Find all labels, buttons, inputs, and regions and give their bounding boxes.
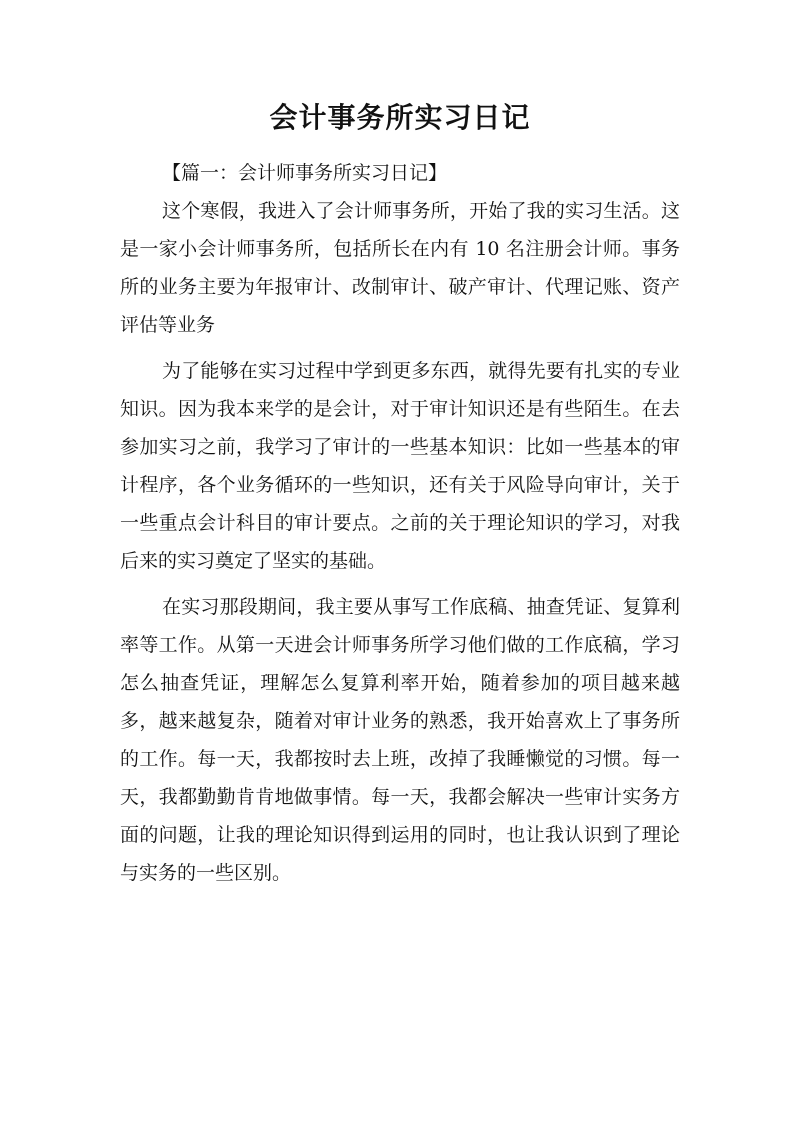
document-title: 会计事务所实习日记 [269,101,531,134]
section-heading: 【篇一：会计师事务所实习日记】 [162,162,448,184]
paragraph-1: 这个寒假，我进入了会计师事务所，开始了我的实习生活。这是一家小会计师事务所，包括所长在内有 10 名注册会计师。事务所的业务主要为年报审计、改制审计、破产审计、代理记账、资产评估等业务 [120,200,680,336]
document-body [120,154,680,900]
paragraph-3: 在实习那段期间，我主要从事写工作底稿、抽查凭证、复算利率等工作。从第一天进会计师事务所学习他们做的工作底稿，学习怎么抽查凭证，理解怎么复算利率开始，随着参加的项目越来越多，越来越复杂，随着对审计业务的熟悉，我开始喜欢上了事务所的工作。每一天，我都按时去上班，改掉了我睡懒觉的习惯。每一天，我都勤勤肯肯地做事情。每一天，我都会解决一些审计实务方面的问题，让我的理论知识得到运用的同时，也让我认识到了理论与实务的一些区别。 [120,596,680,884]
paragraph-2: 为了能够在实习过程中学到更多东西，就得先要有扎实的专业知识。因为我本来学的是会计，对于审计知识还是有些陌生。在去参加实习之前，我学习了审计的一些基本知识：比如一些基本的审计程序，各个业务循环的一些知识，还有关于风险导向审计，关于一些重点会计科目的审计要点。之前的关于理论知识的学习，对我后来的实习奠定了坚实的基础。 [120,360,680,572]
